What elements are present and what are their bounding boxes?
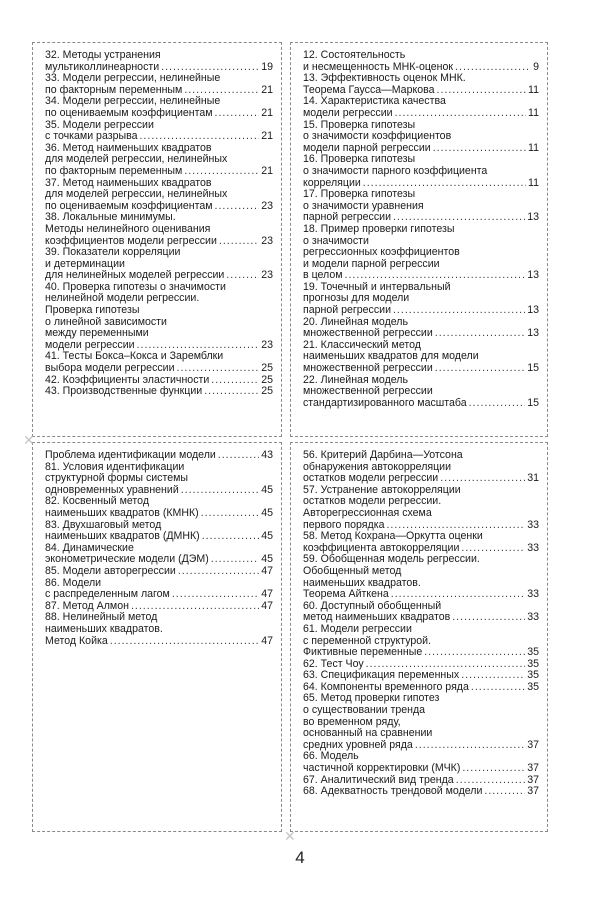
toc-entry-line (45, 201, 273, 213)
toc-entry-line: 33. Модели регрессии, нелинейные (45, 73, 221, 85)
toc-page-number: 45 (261, 484, 273, 496)
toc-page-number: 13 (527, 305, 539, 317)
toc-entry-line: 58. Метод Кохрана—Оркутта оценки (303, 531, 483, 543)
toc-entry (303, 224, 539, 282)
toc-entry-title: в целом (303, 270, 343, 282)
toc-entry (45, 386, 273, 398)
leader-dots (177, 363, 260, 375)
toc-entry-line: с переменной структурой. (303, 635, 432, 647)
leader-dots (131, 601, 259, 613)
toc-quadrant-top-left (32, 42, 282, 437)
toc-entry-title: мультиколлинеарности (45, 61, 160, 73)
toc-entry-line: 84. Динамические (45, 542, 134, 554)
toc-page-number: 11 (528, 177, 539, 189)
toc-entry-title: коэффициента автокорреляции (303, 542, 460, 554)
toc-entry-line: 17. Проверка гипотезы (303, 189, 416, 201)
toc-entry-title: для нелинейных моделей регрессии (45, 270, 225, 282)
leader-dots (456, 775, 526, 787)
toc-entry (45, 50, 273, 73)
toc-entry-line (45, 636, 273, 648)
toc-entry (303, 601, 539, 624)
toc-page-number: 21 (261, 165, 273, 177)
toc-entry (45, 496, 273, 519)
toc-entry-line: о значимости уравнения (303, 200, 424, 212)
toc-entry-line (303, 740, 539, 752)
toc-page-number: 45 (261, 507, 273, 519)
toc-entry-title: стандартизированного масштаба (303, 397, 467, 409)
toc-entry (303, 154, 539, 189)
toc-entry-title: первого порядка (303, 519, 385, 531)
toc-entry (45, 282, 273, 352)
toc-page-number: 21 (261, 84, 273, 96)
toc-page-number: 35 (527, 670, 539, 682)
toc-entry-line (303, 647, 539, 659)
toc-entry-line (303, 143, 539, 155)
toc-page-number: 43 (261, 450, 273, 461)
toc-entry-line: Авторегрессионная схема (303, 507, 432, 519)
toc-entry (303, 624, 539, 659)
toc-entry-line: наименьших квадратов. (45, 623, 163, 635)
toc-page-number: 45 (261, 531, 273, 543)
leader-dots (215, 201, 260, 213)
toc-entry-line (303, 520, 539, 532)
toc-entry-line: 83. Двухшаговый метод (45, 519, 162, 531)
toc-page-number: 47 (261, 600, 273, 612)
toc-page-number: 15 (527, 363, 539, 375)
toc-entry-line: 15. Проверка гипотезы (303, 119, 416, 131)
toc-entry-line: 35. Модели регрессии (45, 119, 154, 131)
toc-entry (303, 317, 539, 340)
toc-entry-title: по оцениваемым коэффициентам (45, 107, 213, 119)
toc-entry-title: по оцениваемым коэффициентам (45, 200, 213, 212)
toc-entry-line: нелинейной модели регрессии. (45, 293, 200, 305)
toc-entry-line: 22. Линейная модель (303, 374, 408, 386)
toc-page-number: 11 (528, 107, 539, 119)
toc-entry-line: о значимости (303, 235, 369, 247)
toc-entry-line: 16. Проверка гипотезы (303, 154, 416, 166)
toc-entry-line: 59. Обобщенная модель регрессии. (303, 554, 480, 566)
leader-dots (202, 531, 260, 543)
toc-entry-title: Метод Койка (45, 635, 108, 647)
toc-entry (303, 786, 539, 798)
toc-entry-line (45, 108, 273, 120)
toc-page-number: 13 (527, 328, 539, 340)
toc-entry-line: Методы нелинейного оценивания (45, 223, 211, 235)
toc-entry (303, 485, 539, 531)
toc-page-number: 13 (527, 212, 539, 224)
toc-entry-line: во временном ряду, (303, 716, 401, 728)
toc-entry-line: о значимости парного коэффициента (303, 165, 488, 177)
leader-dots (386, 520, 525, 532)
toc-entry (45, 520, 273, 543)
toc-entry-line: основанный на сравнении (303, 728, 433, 740)
toc-entry-line (303, 108, 539, 120)
toc-entry-title: 68. Адекватность трендовой модели (303, 786, 483, 798)
toc-entry-title: одновременных уравнений (45, 484, 179, 496)
toc-entry-title: и несмещенность МНК-оценок (303, 61, 454, 73)
toc-entry-line: 34. Модели регрессии, нелинейные (45, 96, 221, 108)
toc-entry-line: 12. Состоятельность (303, 50, 406, 61)
toc-entry (45, 375, 273, 387)
toc-entry-line: 60. Доступный обобщенный (303, 600, 442, 612)
toc-entry-line: Обобщенный метод (303, 565, 402, 577)
toc-page-number: 19 (261, 61, 273, 73)
toc-entry-line (303, 62, 539, 74)
toc-entry-title: выбора модели регрессии (45, 363, 175, 375)
toc-entry-line: 82. Косвенный метод (45, 496, 150, 508)
toc-entry (45, 450, 273, 462)
toc-entry-title: 62. Тест Чоу (303, 658, 364, 670)
toc-page-number: 35 (527, 647, 539, 659)
toc-page-number: 33 (527, 612, 539, 624)
toc-page-number: 9 (533, 61, 539, 73)
toc-entry-title: остатков модели регрессии (303, 473, 439, 485)
toc-entry-line (303, 363, 539, 375)
toc-entry-line (45, 270, 273, 282)
toc-page-number: 21 (261, 131, 273, 143)
toc-entry-line: о линейной зависимости (45, 316, 167, 328)
toc-entry-title: парной регрессии (303, 212, 391, 224)
toc-entry-line: множественной регрессии (303, 386, 433, 398)
toc-entry-title: по факторным переменным (45, 84, 183, 96)
toc-entry-line (303, 178, 539, 190)
toc-page-number: 35 (527, 681, 539, 693)
toc-entry-line (45, 485, 273, 497)
toc-entry (45, 566, 273, 578)
toc-entry-title: модели парной регрессии (303, 142, 431, 154)
toc-entry (45, 143, 273, 178)
toc-entry-line: 86. Модели (45, 577, 102, 589)
cut-mark: ✕ (284, 828, 296, 844)
leader-dots (366, 659, 526, 671)
toc-entry-line: остатков модели регрессии. (303, 496, 442, 508)
toc-entry-line: наименьших квадратов для модели (303, 351, 479, 363)
toc-entries (303, 450, 539, 798)
toc-entry-line: 56. Критерий Дарбина—Уотсона (303, 450, 463, 461)
toc-entry-line (45, 375, 273, 387)
toc-entry-line: 57. Устранение автокорреляции (303, 484, 461, 496)
toc-entry (45, 578, 273, 601)
toc-entry-line: регрессионных коэффициентов (303, 247, 460, 259)
toc-page-number: 33 (527, 519, 539, 531)
leader-dots (471, 682, 525, 694)
leader-dots (440, 473, 525, 485)
leader-dots (181, 485, 259, 497)
toc-page-number: 23 (261, 270, 273, 282)
toc-page-number: 11 (528, 142, 539, 154)
toc-quadrant-bottom-left (32, 442, 282, 832)
toc-entry-title: наименьших квадратов (ДМНК) (45, 531, 200, 543)
toc-entry-line: 39. Показатели корреляции (45, 247, 181, 259)
toc-entry-line: Проверка гипотезы (45, 305, 140, 317)
toc-entry (303, 73, 539, 96)
toc-page-number: 23 (261, 200, 273, 212)
leader-dots (461, 670, 525, 682)
toc-page-number: 37 (527, 739, 539, 751)
toc-entry-line (45, 85, 273, 97)
toc-entries (45, 450, 273, 647)
leader-dots (462, 763, 525, 775)
toc-entry (303, 189, 539, 224)
toc-entry (45, 543, 273, 566)
leader-dots (184, 85, 259, 97)
toc-entry-title: 63. Спецификация переменных (303, 670, 460, 682)
toc-page-number: 33 (527, 589, 539, 601)
toc-page-number: 37 (527, 763, 539, 775)
leader-dots (345, 270, 526, 282)
toc-entry (45, 73, 273, 96)
toc-entry-line: 65. Метод проверки гипотез (303, 693, 440, 705)
toc-entries (45, 50, 273, 398)
toc-entry-title: модели регрессии (45, 339, 135, 351)
toc-entry-line (303, 589, 539, 601)
toc-entry-title: средних уровней ряда (303, 739, 413, 751)
toc-entry-line: и детерминации (45, 258, 125, 270)
toc-entry-title: корреляции (303, 177, 361, 189)
toc-entry-title: 67. Аналитический вид тренда (303, 774, 454, 786)
toc-entry-title: 42. Коэффициенты эластичности (45, 374, 210, 386)
toc-entry-line: прогнозы для модели (303, 293, 410, 305)
toc-entry-title: наименьших квадратов (КМНК) (45, 507, 199, 519)
toc-entry (303, 96, 539, 119)
toc-entry-line (45, 450, 273, 462)
toc-entry (45, 612, 273, 647)
toc-entry-line: и модели парной регрессии (303, 258, 440, 270)
toc-page-number: 45 (261, 554, 273, 566)
leader-dots (393, 212, 525, 224)
toc-entry-title: с точками разрыва (45, 131, 138, 143)
leader-dots (172, 589, 259, 601)
toc-entry-title: эконометрические модели (ДЭМ) (45, 554, 209, 566)
toc-page-number: 25 (261, 363, 273, 375)
leader-dots (393, 305, 525, 317)
toc-page-number: 11 (528, 84, 539, 96)
toc-page-number: 47 (261, 589, 273, 601)
leader-dots (395, 108, 526, 120)
leader-dots (424, 647, 525, 659)
toc-entry-line (303, 659, 539, 671)
toc-entry (303, 340, 539, 375)
toc-entry-title: коэффициентов модели регрессии (45, 235, 217, 247)
toc-page-number: 23 (261, 339, 273, 351)
toc-entry-line: 18. Пример проверки гипотезы (303, 223, 455, 235)
toc-entry-line: 13. Эффективность оценок МНК. (303, 73, 466, 85)
toc-entry (45, 351, 273, 374)
toc-entry-line: между переменными (45, 328, 149, 340)
leader-dots (452, 612, 525, 624)
leader-dots (218, 450, 259, 462)
toc-entry-line: 21. Классический метод (303, 339, 421, 351)
leader-dots (455, 62, 531, 74)
toc-entry (303, 50, 539, 73)
toc-entry-line: о значимости коэффициентов (303, 131, 452, 143)
toc-entry-line (303, 398, 539, 410)
toc-entry (303, 659, 539, 671)
toc-entry (45, 178, 273, 213)
toc-page-number: 25 (261, 374, 273, 386)
toc-entry-line (303, 763, 539, 775)
toc-entry-line (303, 473, 539, 485)
toc-entry-line (45, 166, 273, 178)
toc-entry-line: для моделей регрессии, нелинейных (45, 189, 228, 201)
toc-entry-line (303, 212, 539, 224)
toc-entry-line: структурной формы системы (45, 473, 188, 485)
toc-entry-line (45, 589, 273, 601)
toc-entry-line (303, 670, 539, 682)
toc-entry (45, 96, 273, 119)
toc-entry-title: 85. Модели авторегрессии (45, 565, 176, 577)
toc-entry (303, 554, 539, 600)
leader-dots (204, 386, 259, 398)
toc-entry-line: 20. Линейная модель (303, 316, 408, 328)
toc-entry (45, 212, 273, 247)
toc-page-number: 47 (261, 635, 273, 647)
toc-entry (303, 751, 539, 774)
leader-dots (435, 363, 525, 375)
toc-entry-title: Проблема идентификации модели (45, 450, 216, 461)
toc-entry-title: множественной регрессии (303, 328, 433, 340)
toc-entry-line (303, 543, 539, 555)
toc-entry-line (45, 62, 273, 74)
toc-entry (303, 375, 539, 410)
toc-entry-line (45, 601, 273, 613)
toc-entry-line (45, 554, 273, 566)
leader-dots (469, 398, 526, 410)
toc-entry (303, 670, 539, 682)
toc-entry-title: Фиктивные переменные (303, 647, 423, 659)
toc-entry-title: 43. Производственные функции (45, 386, 203, 398)
leader-dots (184, 166, 259, 178)
toc-entry-line: 40. Проверка гипотезы о значимости (45, 281, 226, 293)
toc-entry-line (45, 340, 273, 352)
toc-entry (303, 775, 539, 787)
leader-dots (391, 589, 525, 601)
leader-dots (211, 554, 259, 566)
toc-entry-line (45, 236, 273, 248)
toc-entry-title: 64. Компоненты временного ряда (303, 681, 469, 693)
toc-page-number: 13 (527, 270, 539, 282)
toc-entry (303, 693, 539, 751)
toc-entry-line (45, 566, 273, 578)
toc-entry-line: 19. Точечный и интервальный (303, 281, 451, 293)
leader-dots (363, 178, 526, 190)
toc-entry (303, 450, 539, 485)
toc-entry-line (303, 682, 539, 694)
toc-page-number: 47 (261, 565, 273, 577)
leader-dots (161, 62, 259, 74)
toc-entry-line: 66. Модель (303, 751, 359, 763)
leader-dots (215, 108, 260, 120)
toc-entry (45, 120, 273, 143)
leader-dots (461, 543, 525, 555)
leader-dots (435, 328, 525, 340)
toc-entry-title: Теорема Гаусса—Маркова (303, 84, 435, 96)
toc-entry-line: о существовании тренда (303, 705, 426, 717)
toc-entry-title: частичной корректировки (МЧК) (303, 763, 461, 775)
toc-entry-line: обнаружения автокорреляции (303, 461, 452, 473)
toc-entry-line (45, 508, 273, 520)
toc-entry-title: с распределенным лагом (45, 589, 170, 601)
toc-page-number: 15 (527, 397, 539, 409)
toc-entry-line: 38. Локальные минимумы. (45, 212, 176, 224)
toc-entry-line (303, 270, 539, 282)
toc-entry-line: для моделей регрессии, нелинейных (45, 154, 228, 166)
toc-entry-title: модели регрессии (303, 107, 393, 119)
toc-entry-line: 81. Условия идентификации (45, 461, 185, 473)
leader-dots (211, 375, 259, 387)
toc-entry-title: парной регрессии (303, 305, 391, 317)
toc-entry-line: 61. Модели регрессии (303, 623, 412, 635)
toc-page-number: 31 (527, 473, 539, 485)
toc-page-number: 25 (261, 386, 273, 398)
toc-entry-line: 41. Тесты Бокса–Кокса и Заремблки (45, 351, 224, 363)
leader-dots (437, 85, 526, 97)
leader-dots (415, 740, 525, 752)
toc-page-number: 37 (527, 786, 539, 798)
toc-entry-line (303, 786, 539, 798)
toc-entry-line (303, 85, 539, 97)
toc-entry (45, 462, 273, 497)
toc-page-number: 33 (527, 542, 539, 554)
leader-dots (219, 236, 259, 248)
toc-entry (303, 120, 539, 155)
toc-entry-line (303, 775, 539, 787)
toc-entry (45, 601, 273, 613)
leader-dots (178, 566, 259, 578)
toc-entry-line: наименьших квадратов. (303, 577, 421, 589)
cut-mark: ✕ (23, 432, 35, 448)
toc-entry-title: множественной регрессии (303, 363, 433, 375)
toc-entry-title: по факторным переменным (45, 165, 183, 177)
toc-entry (303, 531, 539, 554)
leader-dots (484, 786, 525, 798)
toc-entry-title: Теорема Айткена (303, 589, 389, 601)
toc-entry-line (45, 131, 273, 143)
toc-entries (303, 50, 539, 409)
leader-dots (137, 340, 260, 352)
leader-dots (201, 508, 260, 520)
toc-quadrant-top-right (290, 42, 548, 437)
toc-page-number: 23 (261, 235, 273, 247)
toc-entry-line (303, 305, 539, 317)
toc-entry-line: 36. Метод наименьших квадратов (45, 142, 212, 154)
toc-entry-line: 14. Характеристика качества (303, 96, 446, 108)
toc-page-number: 21 (261, 107, 273, 119)
leader-dots (433, 143, 526, 155)
toc-quadrant-bottom-right (290, 442, 548, 832)
toc-entry-line (303, 328, 539, 340)
toc-entry (303, 682, 539, 694)
toc-entry-line (45, 386, 273, 398)
toc-entry-title: метод наименьших квадратов (303, 612, 451, 624)
toc-entry (303, 282, 539, 317)
toc-entry-line: 88. Нелинейный метод (45, 612, 158, 624)
leader-dots (139, 131, 259, 143)
toc-page-number: 35 (527, 658, 539, 670)
leader-dots (226, 270, 259, 282)
toc-entry-line (303, 612, 539, 624)
toc-entry-line (45, 531, 273, 543)
toc-entry-line (45, 363, 273, 375)
leader-dots (110, 636, 259, 648)
page-number: 4 (295, 848, 305, 867)
toc-entry-line: 32. Методы устранения (45, 50, 161, 61)
toc-page-number: 37 (527, 774, 539, 786)
toc-entry-title: 87. Метод Алмон (45, 600, 129, 612)
toc-entry-line: 37. Метод наименьших квадратов (45, 177, 212, 189)
toc-entry (45, 247, 273, 282)
